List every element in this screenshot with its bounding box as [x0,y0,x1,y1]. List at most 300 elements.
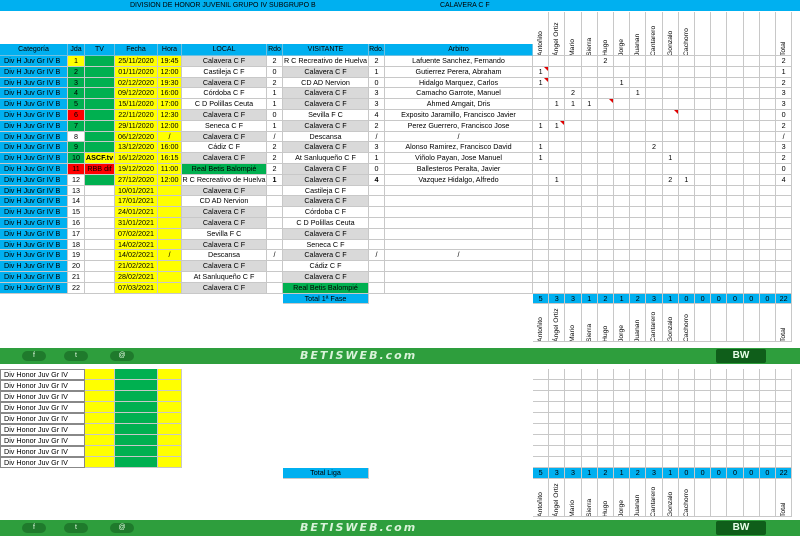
player-stat [711,153,727,164]
total-liga-value: 5 [533,468,549,479]
player-stat [727,250,743,261]
match-hora [158,283,182,294]
liga-stat [565,435,581,446]
match-rdo2 [369,272,385,283]
player-stat [582,142,598,153]
player-header-cell [663,304,679,342]
player-stat [695,283,711,294]
match-hora: 16:00 [158,88,182,99]
player-stat [582,110,598,121]
match-fecha: 25/11/2020 [115,56,158,67]
match-vis: Castileja C F [283,186,369,197]
match-fecha: 09/12/2020 [115,88,158,99]
liga-stat [679,446,695,457]
player-stat [776,261,792,272]
liga-stat [679,457,695,468]
match-rdo: 1 [267,175,283,186]
player-stat [533,196,549,207]
player-stat [598,272,614,283]
total-liga-value: 1 [614,468,630,479]
player-stat [646,121,662,132]
player-header: Juanan [634,33,642,56]
player-header: Ángel Ortiz [553,308,561,343]
player-stat [727,218,743,229]
match-arb: Vazquez Hidalgo, Alfredo [385,175,533,186]
player-header-cell [711,479,727,517]
player-stat [711,110,727,121]
player-header-cell [695,479,711,517]
player-stat [663,261,679,272]
match-fecha: 07/03/2021 [115,283,158,294]
player-header-cell [727,304,743,342]
liga-stat [744,435,760,446]
match-cat: Div H Juv Gr IV B [0,132,68,143]
match-rdo2 [369,229,385,240]
liga-hora [158,380,182,391]
player-stat [565,196,581,207]
liga-category: Div Honor Juv Gr IV [0,435,85,446]
player-stat [582,56,598,67]
match-cat: Div H Juv Gr IV B [0,78,68,89]
match-cat: Div H Juv Gr IV B [0,88,68,99]
player-stat [663,186,679,197]
match-jda: 21 [68,272,85,283]
player-stat [695,218,711,229]
liga-stat [776,380,792,391]
player-stat [598,142,614,153]
player-stat [663,132,679,143]
player-stat [565,175,581,186]
match-vis: Calavera C F [283,196,369,207]
match-hora [158,186,182,197]
player-stat [549,196,565,207]
player-stat [679,283,695,294]
liga-stat [711,380,727,391]
player-stat [760,132,776,143]
web-icon[interactable]: @ [110,351,134,361]
liga-stat [679,402,695,413]
liga-stat [630,380,646,391]
match-local: Descansa [182,250,267,261]
match-rdo [267,229,283,240]
player-stat [582,186,598,197]
player-stat [727,56,743,67]
liga-fecha [115,424,158,435]
match-hora [158,272,182,283]
liga-stat [614,380,630,391]
liga-stat [646,413,662,424]
liga-stat [760,380,776,391]
player-header: Gonzalo [666,30,674,56]
liga-stat [711,424,727,435]
player-stat [582,153,598,164]
liga-stat [711,446,727,457]
match-rdo [267,186,283,197]
match-vis: Calavera C F [283,142,369,153]
player-stat [760,283,776,294]
liga-fecha [115,446,158,457]
player-stat [598,78,614,89]
liga-stat [695,457,711,468]
player-stat [663,207,679,218]
player-stat [565,121,581,132]
col-header-tv: TV [85,44,115,56]
match-vis: Descansa [283,132,369,143]
player-stat [533,56,549,67]
player-stat [695,88,711,99]
player-stat: 1 [679,175,695,186]
match-rdo2: 2 [369,121,385,132]
player-stat [663,250,679,261]
player-stat [630,164,646,175]
player-stat [598,186,614,197]
player-stat [727,207,743,218]
player-stat [727,88,743,99]
player-stat [727,240,743,251]
player-stat [776,229,792,240]
player-stat [565,78,581,89]
player-stat [727,99,743,110]
player-stat [760,261,776,272]
player-stat [760,99,776,110]
twitter-icon[interactable]: t [64,351,88,361]
player-stat [695,229,711,240]
player-stat [549,229,565,240]
liga-stat [663,446,679,457]
player-stat [582,218,598,229]
player-stat [711,229,727,240]
player-stat [744,78,760,89]
total-fase-value: 2 [630,294,646,305]
player-stat: 2 [776,121,792,132]
player-stat: 1 [533,78,549,89]
player-stat [646,250,662,261]
player-stat [630,132,646,143]
match-jda: 3 [68,78,85,89]
liga-stat [679,380,695,391]
match-cat: Div H Juv Gr IV B [0,121,68,132]
liga-hora [158,413,182,424]
player-stat [598,207,614,218]
match-vis: Córdoba C F [283,207,369,218]
match-local: Calavera C F [182,240,267,251]
match-arb [385,196,533,207]
liga-stat [695,369,711,380]
player-stat [598,121,614,132]
player-stat [630,283,646,294]
player-stat [760,88,776,99]
total-fase-value: 3 [565,294,581,305]
liga-tv [85,413,115,424]
liga-stat [695,380,711,391]
player-stat [533,99,549,110]
liga-stat [679,435,695,446]
player-stat [598,250,614,261]
player-stat [646,88,662,99]
liga-stat [582,435,598,446]
liga-stat [646,380,662,391]
match-vis: Cádiz C F [283,261,369,272]
player-stat [663,164,679,175]
liga-stat [549,424,565,435]
player-stat [598,175,614,186]
liga-stat [533,457,549,468]
player-header: Cantarero [650,312,658,343]
player-stat [760,78,776,89]
player-header: Cantarero [650,25,658,56]
liga-stat [727,457,743,468]
total-liga-value: 0 [679,468,695,479]
player-header-cell [533,12,549,56]
total-liga-value: 2 [598,468,614,479]
liga-stat [727,380,743,391]
player-stat [727,132,743,143]
player-stat [711,196,727,207]
player-header: Cachorro [682,28,690,56]
player-stat [565,261,581,272]
player-stat [711,78,727,89]
total-liga-value: 3 [565,468,581,479]
player-stat: 1 [533,121,549,132]
player-stat [744,132,760,143]
player-stat [695,132,711,143]
player-stat [630,78,646,89]
player-stat: 0 [776,110,792,121]
liga-stat [549,446,565,457]
player-stat [565,207,581,218]
player-stat [711,283,727,294]
player-stat [646,99,662,110]
player-stat [776,272,792,283]
player-stat: 1 [533,67,549,78]
player-header-cell [565,304,581,342]
player-stat [614,164,630,175]
match-cat: Div H Juv Gr IV B [0,283,68,294]
total-liga-value: 3 [549,468,565,479]
competition-title: DIVISION DE HONOR JUVENIL GRUPO IV SUBGRUPO B [130,2,316,9]
total-fase-value: 3 [646,294,662,305]
player-stat [549,218,565,229]
total-fase-value: 22 [776,294,792,305]
player-stat [614,88,630,99]
player-header-cell [565,479,581,517]
twitter-icon[interactable]: t [64,523,88,533]
match-rdo2: 2 [369,56,385,67]
player-stat [598,88,614,99]
player-stat [695,142,711,153]
liga-stat [776,424,792,435]
player-stat [549,250,565,261]
match-local: C D Polillas Ceuta [182,99,267,110]
total-liga-value: 22 [776,468,792,479]
player-stat [776,186,792,197]
player-stat [744,186,760,197]
player-stat: 3 [776,88,792,99]
match-rdo2 [369,240,385,251]
player-stat [679,186,695,197]
player-stat [679,132,695,143]
liga-fecha [115,369,158,380]
player-stat: 1 [549,99,565,110]
match-vis: Calavera C F [283,272,369,283]
player-stat [614,240,630,251]
match-cat: Div H Juv Gr IV B [0,261,68,272]
liga-stat [727,435,743,446]
liga-category: Div Honor Juv Gr IV [0,457,85,468]
player-stat [533,272,549,283]
player-stat [679,121,695,132]
player-stat [760,186,776,197]
player-stat [614,67,630,78]
total-liga-value: 1 [582,468,598,479]
player-stat [744,56,760,67]
match-local: Calavera C F [182,218,267,229]
player-stat: 1 [549,121,565,132]
liga-stat [646,391,662,402]
liga-stat [533,369,549,380]
col-header-fecha: Fecha [115,44,158,56]
player-header-cell [614,479,630,517]
liga-stat [679,391,695,402]
player-stat [582,132,598,143]
player-header-cell [776,12,792,56]
player-stat [679,110,695,121]
player-stat: 1 [776,67,792,78]
player-header: Ángel Ortiz [553,483,561,517]
liga-stat [695,413,711,424]
player-stat [711,99,727,110]
player-header-cell [663,12,679,56]
player-stat [776,207,792,218]
web-icon[interactable]: @ [110,523,134,533]
liga-stat [549,391,565,402]
liga-category: Div Honor Juv Gr IV [0,424,85,435]
liga-tv [85,402,115,413]
player-stat [744,207,760,218]
liga-hora [158,435,182,446]
match-jda: 18 [68,240,85,251]
player-header-cell [711,12,727,56]
match-cat: Div H Juv Gr IV B [0,240,68,251]
player-stat [646,261,662,272]
player-stat [727,153,743,164]
match-vis: Calavera C F [283,99,369,110]
player-stat [711,240,727,251]
match-arb: Camacho Garrote, Manuel [385,88,533,99]
player-stat [533,261,549,272]
match-rdo [267,218,283,229]
player-stat [663,229,679,240]
liga-stat [565,446,581,457]
player-stat [679,78,695,89]
player-stat [711,121,727,132]
match-hora [158,196,182,207]
player-stat [663,240,679,251]
player-stat [679,240,695,251]
player-stat [582,240,598,251]
player-stat [614,110,630,121]
player-stat [679,99,695,110]
match-fecha: 24/01/2021 [115,207,158,218]
player-stat [598,261,614,272]
player-stat [663,196,679,207]
match-jda: 2 [68,67,85,78]
player-stat [549,67,565,78]
match-vis: Calavera C F [283,175,369,186]
match-cat: Div H Juv Gr IV B [0,207,68,218]
player-stat [663,67,679,78]
betisweb-banner-bottom[interactable] [0,520,800,536]
player-stat [598,218,614,229]
match-cat: Div H Juv Gr IV B [0,67,68,78]
player-stat [695,250,711,261]
player-stat [630,56,646,67]
match-hora [158,229,182,240]
player-stat [711,88,727,99]
match-local: Calavera C F [182,153,267,164]
player-stat [565,56,581,67]
player-stat: / [776,132,792,143]
player-header-cell [549,12,565,56]
player-stat [744,250,760,261]
match-rdo2 [369,207,385,218]
col-header-arb: Arbitro [385,44,533,56]
liga-stat [760,424,776,435]
player-stat [582,78,598,89]
player-stat [760,142,776,153]
player-stat [630,67,646,78]
liga-stat [663,424,679,435]
player-stat [614,261,630,272]
match-fecha: 27/12/2020 [115,175,158,186]
liga-stat [614,413,630,424]
player-header: Sierra [585,324,593,343]
player-stat [646,207,662,218]
match-arb: / [385,250,533,261]
player-stat: 0 [776,164,792,175]
player-stat [760,67,776,78]
liga-stat [630,369,646,380]
player-stat: 2 [565,88,581,99]
match-jda: 12 [68,175,85,186]
player-stat [760,229,776,240]
facebook-icon[interactable]: f [22,523,46,533]
total-liga-value: 0 [711,468,727,479]
match-jda: 1 [68,56,85,67]
player-stat [679,218,695,229]
match-rdo [267,261,283,272]
total-fase-value: 0 [679,294,695,305]
player-stat [695,56,711,67]
player-stat [549,261,565,272]
player-stat [663,121,679,132]
player-stat [679,88,695,99]
liga-fecha [115,457,158,468]
player-stat [760,196,776,207]
facebook-icon[interactable]: f [22,351,46,361]
liga-stat [663,380,679,391]
total-fase-value: 0 [695,294,711,305]
match-local: Calavera C F [182,186,267,197]
betisweb-banner-top[interactable] [0,348,800,364]
liga-stat [663,435,679,446]
liga-category: Div Honor Juv Gr IV [0,402,85,413]
liga-stat [598,457,614,468]
player-stat [695,272,711,283]
player-stat [727,142,743,153]
player-stat [663,218,679,229]
player-stat: 3 [776,99,792,110]
